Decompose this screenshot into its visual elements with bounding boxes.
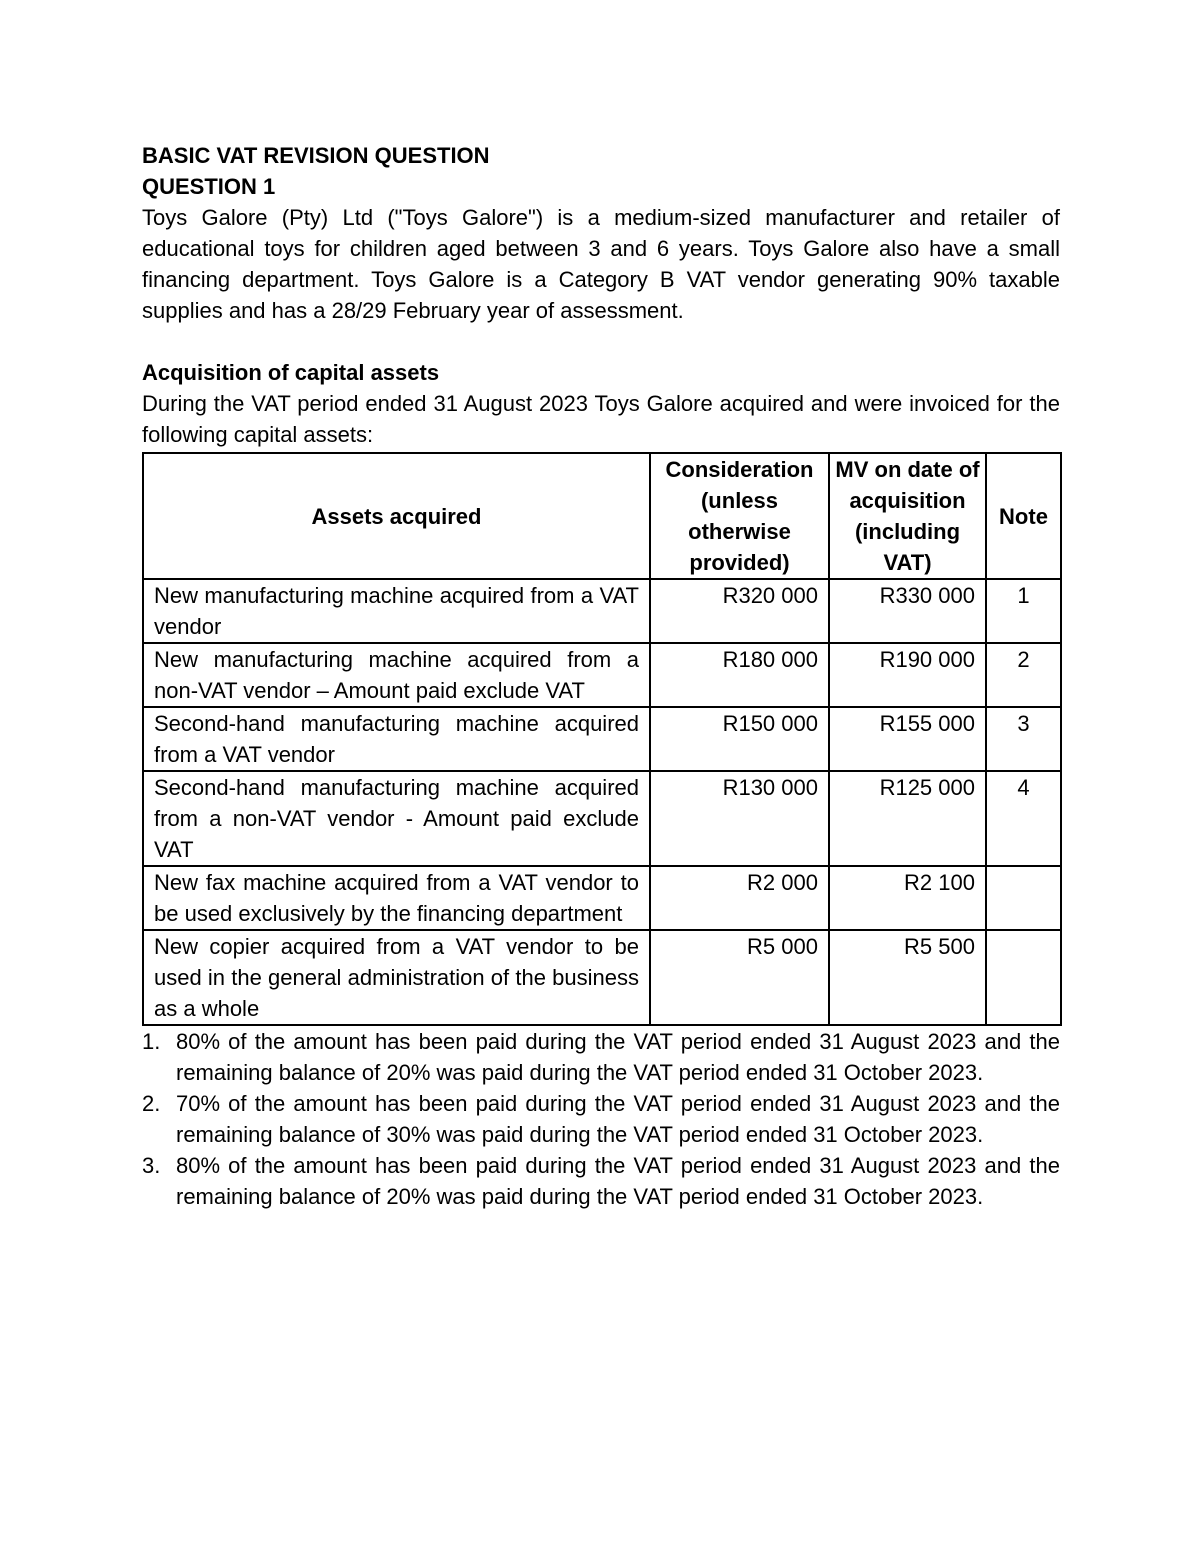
header-note: Note [986,453,1061,579]
document-page [142,140,1060,1212]
note-number: 3. [142,1153,161,1178]
table-row [143,579,1061,643]
asset-description: New manufacturing machine acquired from a non-VAT vendor – Amount paid exclude VAT [143,643,650,707]
section-intro-paragraph: During the VAT period ended 31 August 2023 Toys Galore acquired and were invoiced for the following capital assets: [142,391,1060,447]
note-text: 80% of the amount has been paid during the VAT period ended 31 August 2023 and the remaining balance of 20% was paid during the VAT period ended 31 October 2023. [176,1029,1060,1085]
asset-description: New manufacturing machine acquired from a VAT vendor [143,579,650,643]
list-item [142,1150,1060,1212]
notes-list [142,1026,1060,1212]
note-reference: 3 [986,707,1061,771]
consideration-value: R130 000 [650,771,829,866]
note-reference: 1 [986,579,1061,643]
asset-description: New fax machine acquired from a VAT vendor to be used exclusively by the financing department [143,866,650,930]
consideration-value: R150 000 [650,707,829,771]
asset-description: New copier acquired from a VAT vendor to be used in the general administration of the business as a whole [143,930,650,1025]
table-row [143,866,1061,930]
asset-description: Second-hand manufacturing machine acquired from a non-VAT vendor - Amount paid exclude VAT [143,771,650,866]
table-header-row [143,453,1061,579]
table-row [143,771,1061,866]
consideration-value: R180 000 [650,643,829,707]
note-reference [986,930,1061,1025]
market-value: R190 000 [829,643,986,707]
header-assets-acquired: Assets acquired [143,453,650,579]
question-label: QUESTION 1 [142,174,276,199]
section-heading: Acquisition of capital assets [142,360,440,385]
assets-table [142,452,1062,1026]
table-row [143,930,1061,1025]
document-title: BASIC VAT REVISION QUESTION [142,143,490,168]
note-number: 2. [142,1091,161,1116]
market-value: R125 000 [829,771,986,866]
note-text: 80% of the amount has been paid during the VAT period ended 31 August 2023 and the remaining balance of 20% was paid during the VAT period ended 31 October 2023. [176,1153,1060,1209]
market-value: R330 000 [829,579,986,643]
note-reference: 4 [986,771,1061,866]
consideration-value: R320 000 [650,579,829,643]
market-value: R155 000 [829,707,986,771]
header-market-value: MV on date of acquisition (including VAT) [829,453,986,579]
consideration-value: R5 000 [650,930,829,1025]
list-item [142,1088,1060,1150]
note-reference: 2 [986,643,1061,707]
market-value: R5 500 [829,930,986,1025]
consideration-value: R2 000 [650,866,829,930]
header-consideration: Consideration (unless otherwise provided) [650,453,829,579]
table-row [143,643,1061,707]
note-text: 70% of the amount has been paid during the VAT period ended 31 August 2023 and the remaining balance of 30% was paid during the VAT period ended 31 October 2023. [176,1091,1060,1147]
note-reference [986,866,1061,930]
market-value: R2 100 [829,866,986,930]
asset-description: Second-hand manufacturing machine acquired from a VAT vendor [143,707,650,771]
intro-paragraph: Toys Galore (Pty) Ltd ("Toys Galore") is a medium-sized manufacturer and retailer of educational toys for children aged between 3 and 6 years. Toys Galore also have a small financing department. Toys Galore is a Category B VAT vendor generating 90% taxable supplies and has a 28/29 February year of assessment. [142,205,1060,323]
paragraph-spacer [142,326,1060,357]
list-item [142,1026,1060,1088]
note-number: 1. [142,1029,161,1054]
table-row [143,707,1061,771]
